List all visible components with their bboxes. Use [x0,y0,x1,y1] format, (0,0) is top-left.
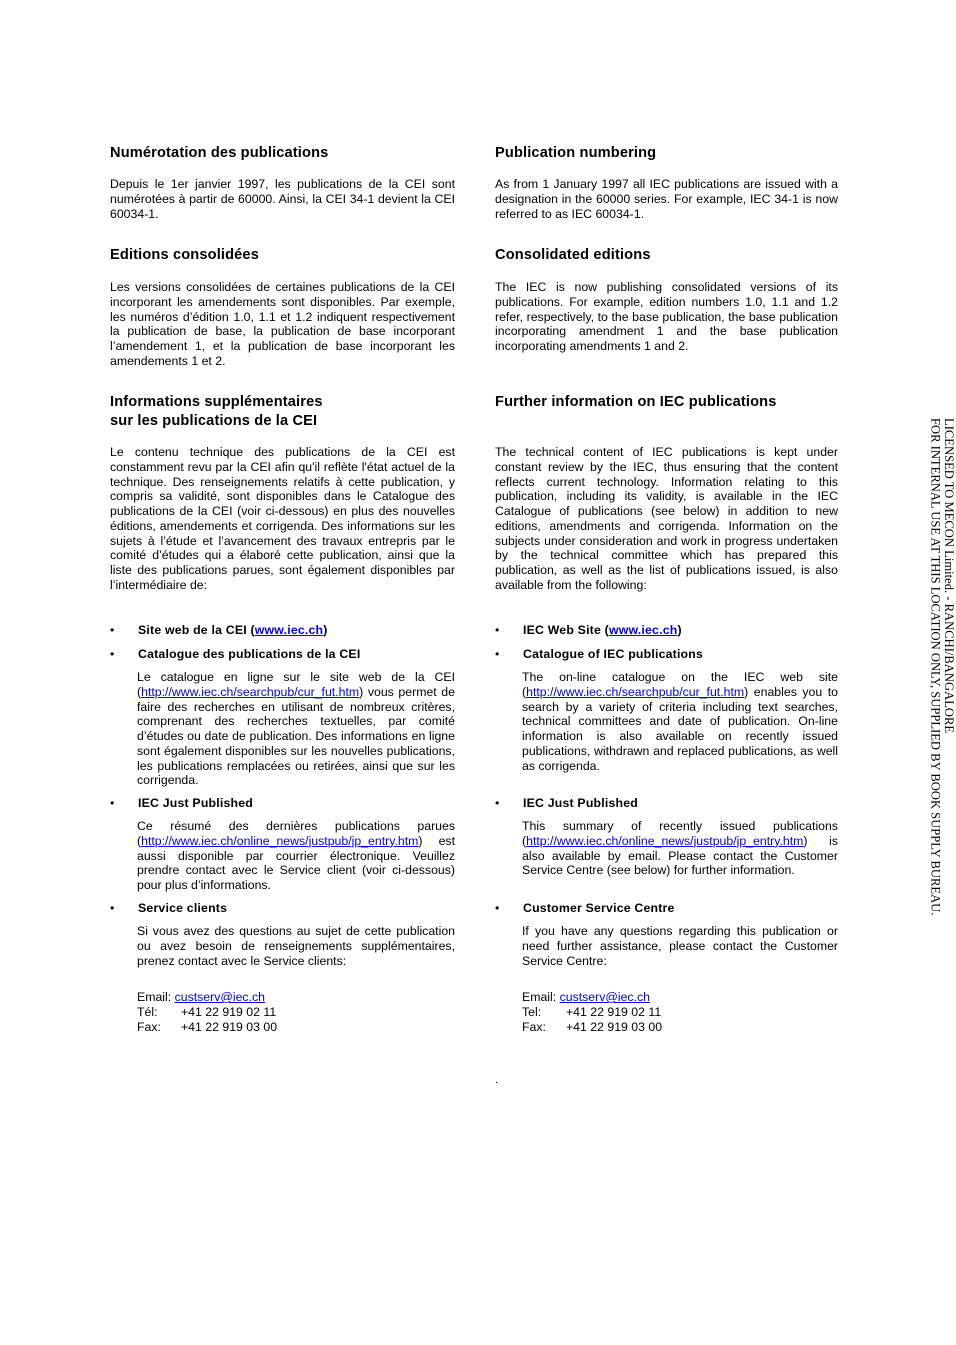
contact-details-en: Email: custserv@iec.ch Tel: +41 22 919 02 11 Fax: +41 22 919 03 00 [522,990,663,1034]
website-link[interactable]: www.iec.ch [254,623,324,637]
customer-service-description-en: If you have any questions regarding this publication or need further assistance, please contact the Customer Service Centre: [522,924,838,968]
section-heading: Further information on IEC publications [495,394,777,410]
section-heading: Consolidated editions [495,247,651,263]
catalogue-link[interactable]: http://www.iec.ch/searchpub/cur_fut.htm [526,684,745,699]
email-link[interactable]: custserv@iec.ch [559,990,650,1004]
bullet-title: IEC Just Published [523,796,638,810]
section-numbering-fr [110,144,455,163]
section-paragraph: Le contenu technique des publications de la CEI est constamment revu par la CEI afin qu'il reflète l'état actuel de la technique. Des renseignements relatifs à cette publication, y compris sa validité, sont disponibles dans le Catalogue des publications de la CEI (voir ci-dessous) en plus des nouvelles éditions, amendements et corrigenda. Des informations sur les sujets à l’étude et l’avancement des travaux entrepris par le comité d’études qui a élaboré cette publication, ainsi que la liste des publications parues, sont également disponibles par l’intermédiaire de: [110,445,455,592]
catalogue-link[interactable]: http://www.iec.ch/searchpub/cur_fut.htm [141,684,360,699]
customer-service-description-fr: Si vous avez des questions au sujet de cette publication ou avez besoin de renseignements supplémentaires, prenez contact avec le Service clients: [137,924,455,968]
bullet-mark: • [110,901,115,915]
fax-value: +41 22 919 03 00 [566,1019,663,1034]
fax-label: Fax: [137,1019,161,1034]
section-paragraph: Les versions consolidées de certaines publications de la CEI incorporant les amendements sont disponibles. Par exemple, les numéros d’édition 1.0, 1.1 et 1.2 indiquent respectivement la publication de base, la publication de base incorporant l’amendement 1, et la publication de base incorporant les amendements 1 et 2. [110,280,455,368]
bullet-title: Customer Service Centre [523,901,675,915]
section-paragraph: The IEC is now publishing consolidated versions of its publications. For example, edition numbers 1.0, 1.1 and 1.2 refer, respectively, to the base publication, the base publication incorporating amendment 1 and the base publication incorporating amendments 1 and 2. [495,280,838,353]
section-numbering-en [495,144,838,163]
tel-value: +41 22 919 02 11 [181,1004,277,1019]
bullet-mark: • [495,647,500,661]
tel-value: +41 22 919 02 11 [566,1004,662,1019]
license-stamp-line: LICENSED TO MECON Limited. - RANCHI/BANGALORE [942,418,956,734]
section-heading: Numérotation des publications [110,145,329,161]
bullet-title: IEC Just Published [138,796,253,810]
bullet-title: Catalogue of IEC publications [523,647,704,661]
section-paragraph: Depuis le 1er janvier 1997, les publications de la CEI sont numérotées à partir de 60000. Ainsi, la CEI 34-1 devient la CEI 60034-1. [110,177,455,221]
section-heading: Publication numbering [495,145,657,161]
fax-value: +41 22 919 03 00 [181,1019,278,1034]
section-further-info-en [495,393,838,412]
license-stamp [928,418,955,915]
bullet-mark: • [110,796,115,810]
section-heading-line: Informations supplémentaires [110,394,323,410]
bullet-title: Service clients [138,901,228,915]
tel-label: Tél: [137,1004,158,1019]
footer-mark: . [495,1074,499,1086]
website-link[interactable]: www.iec.ch [608,623,678,637]
bullet-mark: • [495,901,500,915]
bullet-title: Catalogue des publications de la CEI [138,647,361,661]
catalogue-description-en: The on-line catalogue on the IEC web site (http://www.iec.ch/searchpub/cur_fut.htm) enables you to search by a variety of criteria including text searches, technical committees and date of publication. On-line information is also available on recently issued publications, withdrawn and replaced publications, as well as corrigenda. [522,670,838,773]
bullet-mark: • [495,623,500,637]
bullet-mark: • [110,647,115,661]
just-published-link[interactable]: http://www.iec.ch/online_news/justpub/jp_entry.htm [141,833,419,848]
section-paragraph: The technical content of IEC publications is kept under constant review by the IEC, thus ensuring that the content reflects current technology. Information relating to this publication, including its validity, is available in the IEC Catalogue of publications (see below) in addition to new editions, amendments and corrigenda. Information on the subjects under consideration and work in progress undertaken by the technical committee which has prepared this publication, as well as the list of publications issued, is also available from the following: [495,445,838,592]
fax-label: Fax: [522,1019,546,1034]
just-published-description-fr: Ce résumé des dernières publications parues (http://www.iec.ch/online_news/justpub/jp_entry.htm) est aussi disponible par courrier électronique. Veuillez prendre contact avec le Service client (voir ci-dessous) pour plus d’informations. [137,819,455,892]
license-stamp-line: FOR INTERNAL USE AT THIS LOCATION ONLY, SUPPLIED BY BOOK SUPPLY BUREAU. [928,418,943,916]
just-published-description-en: This summary of recently issued publications (http://www.iec.ch/online_news/justpub/jp_entry.htm) is also available by email. Please contact the Customer Service Centre (see below) for further information. [522,819,838,878]
section-heading-line: sur les publications de la CEI [110,413,318,429]
section-paragraph: As from 1 January 1997 all IEC publications are issued with a designation in the 60000 series. For example, IEC 34-1 is now referred to as IEC 60034-1. [495,177,838,221]
section-consolidated-fr [110,246,455,265]
contact-details-fr: Email: custserv@iec.ch Tél: +41 22 919 02 11 Fax: +41 22 919 03 00 [137,990,278,1034]
tel-label: Tel: [522,1004,542,1019]
bullet-mark: • [110,623,115,637]
section-heading: Editions consolidées [110,247,259,263]
section-consolidated-en [495,246,838,265]
just-published-link[interactable]: http://www.iec.ch/online_news/justpub/jp_entry.htm [526,833,804,848]
bullet-mark: • [495,796,500,810]
catalogue-description-fr: Le catalogue en ligne sur le site web de la CEI (http://www.iec.ch/searchpub/cur_fut.htm) vous permet de faire des recherches en utilisant de nombreux critères, comprenant des recherches textuelles, par comité d’études ou date de publication. Des informations en ligne sont également disponibles sur les nouvelles publications, les publications remplacées ou retirées, ainsi que sur les corrigenda. [137,670,455,788]
section-further-info-fr [110,393,455,431]
email-link[interactable]: custserv@iec.ch [174,990,265,1004]
